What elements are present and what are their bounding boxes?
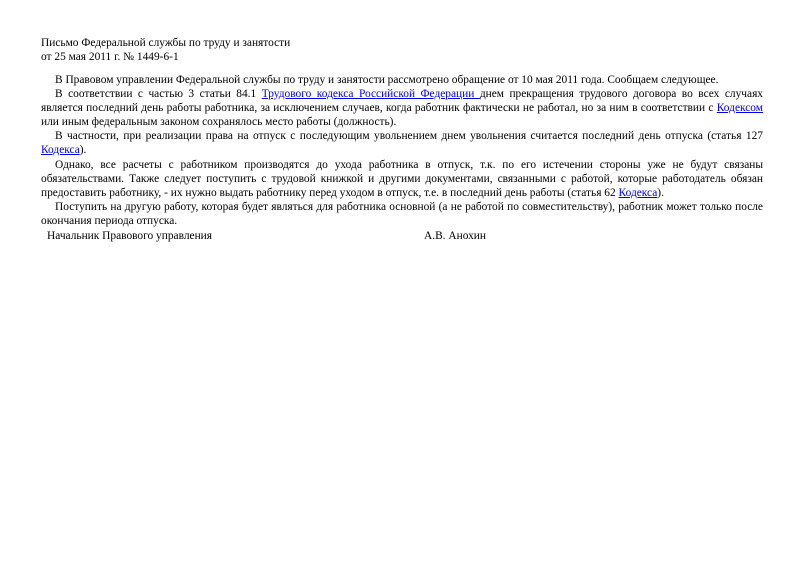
paragraph-2-text-middle: днем прекращения трудового договора во всех случаях является последний день работы работника, за исключением случаев, когда работник фактически не работал, но за ним в соответствии с xyxy=(41,88,764,115)
signature-name: А.В. Анохин xyxy=(424,230,486,242)
paragraph-3-text-start: В частности, при реализации права на отпуск с последующим увольнением днем увольнения считается последний день отпуска (статья 127 xyxy=(55,130,763,143)
code-link-3[interactable]: Кодекса xyxy=(618,186,658,199)
labor-code-link[interactable]: Трудового кодекса Российской Федерации xyxy=(261,88,480,101)
paragraph-4 xyxy=(41,158,763,200)
paragraph-4-text-end: ). xyxy=(657,186,664,199)
signature-position: Начальник Правового управления xyxy=(47,230,213,242)
document-date-number: от 25 мая 2011 г. № 1449-6-1 xyxy=(41,51,179,63)
paragraph-1 xyxy=(41,73,763,87)
paragraph-3-text-end: ). xyxy=(79,144,87,157)
paragraph-5-text: Поступить на другую работу, которая будет являться для работника основной (а не работой по совместительству), работник может только после окончания периода отпуска. xyxy=(41,200,763,227)
paragraph-2-text-end: или иным федеральным законом сохранялось место работы (должность). xyxy=(41,116,397,129)
code-link-1[interactable]: Кодексом xyxy=(716,102,763,115)
paragraph-2 xyxy=(41,87,763,129)
document-header xyxy=(41,36,290,64)
paragraph-3 xyxy=(41,129,763,157)
document-body xyxy=(41,73,763,228)
paragraph-1-text: В Правовом управлении Федеральной службы по труду и занятости рассмотрено обращение от 10 мая 2011 года. Сообщаем следующее. xyxy=(55,74,719,86)
code-link-2[interactable]: Кодекса xyxy=(41,144,80,157)
document-title: Письмо Федеральной службы по труду и занятости xyxy=(41,37,291,49)
paragraph-4-text-start: Однако, все расчеты с работником производятся до ухода работника в отпуск, т.к. по его истечении стороны уже не будут связаны обязательствами. Также следует поступить с трудовой книжкой и другими документами, связанными с работой, которые работодатель обязан предоставить работнику, - их нужно выдать работнику перед уходом в отпуск, т.е. в последний день работы (статья 62 xyxy=(41,158,763,199)
paragraph-2-text-start: В соответствии с частью 3 статьи 84.1 xyxy=(55,88,262,101)
paragraph-5 xyxy=(41,200,763,228)
